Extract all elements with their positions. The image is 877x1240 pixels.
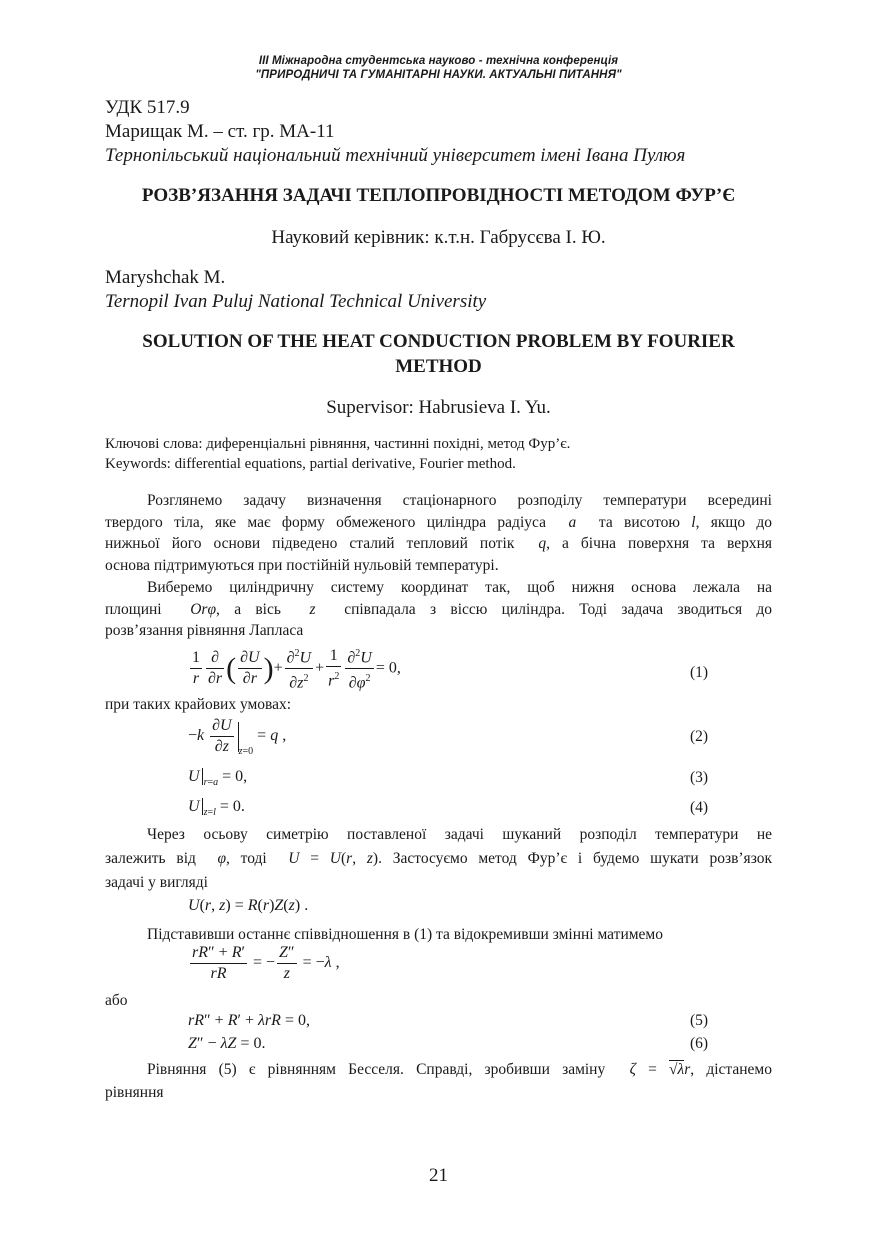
conference-header-line-2: "ПРИРОДНИЧІ ТА ГУМАНІТАРНІ НАУКИ. АКТУАЛЬНІ ПИТАННЯ": [255, 69, 622, 81]
boundary-intro: при таких крайових умовах:: [105, 696, 292, 713]
paragraph-1-line-3: нижньої його основи підведено сталий тепловий потік q, а бічна поверхня та верхня: [105, 535, 773, 552]
page-number: 21: [429, 1165, 448, 1186]
paragraph-3-line-3: задачі у вигляді: [105, 873, 208, 891]
equation-separation-form: U(r, z) = R(r)Z(z) .: [188, 897, 309, 914]
equation-5-bessel: rR″ + R′ + λrR = 0,: [188, 1012, 310, 1029]
equation-1-laplace: $\frac{1}{r}$ $\frac{\partial}{\partial r}$ ( $\frac{\partial U}{\partial r}$ )+ $\frac{\partial^2U}{\partial z^2}$ + $\frac{1}{r^2}$ $\frac{\partial^2U}{\partial\varphi^2}$ = 0,: [188, 644, 401, 694]
equation-number-3: (3): [690, 769, 709, 786]
conference-header-line-1: III Міжнародна студентська науково - технічна конференція: [258, 55, 619, 67]
equation-4-boundary: U $_{z=l}$ = 0.: [188, 798, 245, 819]
paragraph-3: [105, 824, 772, 893]
paragraph-4: Підставивши останнє співвідношення в (1) та відокремивши змінні матимемо: [147, 926, 663, 943]
equation-number-2: (2): [690, 728, 709, 745]
paragraph-1-line-2: твердого тіла, яке має форму обмеженого циліндра радіуса a та висотою l, якщо до: [105, 513, 773, 531]
author-ua: Марищак М. – ст. гр. МА-11: [105, 121, 335, 142]
keywords-ua: Ключові слова: диференціальні рівняння, частинні похідні, метод Фур’є.: [105, 436, 571, 452]
paragraph-2-line-2: площині Orφ, а вісь z співпадала з віссю циліндра. Тоді задача зводиться до: [105, 600, 773, 618]
paragraph-1-line-1: Розглянемо задачу визначення стаціонарного розподілу температури всередині: [147, 492, 772, 509]
equation-3-boundary: U $_{r=a}$ = 0,: [188, 768, 248, 789]
paragraph-3-line-1: Через осьову симетрію поставленої задачі шуканий розподіл температури не: [147, 826, 772, 843]
equation-number-6: (6): [690, 1035, 709, 1052]
affiliation-ua: Тернопільський національний технічний університет імені Івана Пулюя: [105, 145, 686, 166]
title-ua: РОЗВ’ЯЗАННЯ ЗАДАЧІ ТЕПЛОПРОВІДНОСТІ МЕТОДОМ ФУР’Є: [141, 185, 736, 206]
paragraph-5-line-1: Рівняння (5) є рівнянням Бесселя. Справді, зробивши заміну ζ = √λr, дістанемо: [147, 1061, 772, 1078]
paragraph-2-line-3: розв’язання рівняння Лапласа: [105, 622, 304, 639]
equation-2-boundary: −k $\frac{\partial U}{\partial z}$ $_{z=0}$ = q ,: [188, 717, 287, 758]
paragraph-5: [105, 1058, 772, 1104]
equation-6: Z″ − λZ = 0.: [188, 1035, 266, 1052]
udk-code: УДК 517.9: [105, 97, 190, 118]
paragraph-2: [105, 577, 772, 642]
affiliation-en: Ternopil Ivan Puluj National Technical University: [105, 291, 487, 312]
equation-number-1: (1): [690, 664, 709, 681]
paragraph-1-line-4: основа підтримуються при постійній нульовій температурі.: [105, 556, 499, 574]
word-or: або: [105, 992, 128, 1009]
paragraph-2-line-1: Виберемо циліндричну систему координат так, щоб нижня основа лежала на: [147, 579, 772, 596]
supervisor-en: Supervisor: Habrusieva I. Yu.: [326, 397, 551, 418]
equation-number-4: (4): [690, 799, 709, 816]
supervisor-ua: Науковий керівник: к.т.н. Габрусєва І. Ю.: [271, 227, 606, 248]
author-en: Maryshchak M.: [105, 267, 226, 288]
paragraph-1: [105, 490, 772, 576]
equation-separated-variables: $\frac{rR'' + R'}{rR}$ = − $\frac{Z''}{z}$ = −λ ,: [192, 944, 340, 982]
keywords-en: Keywords: differential equations, partial derivative, Fourier method.: [105, 456, 516, 472]
paragraph-3-line-2: залежить від φ, тоді U = U(r, z). Застосуємо метод Фур’є і будемо шукати розв’язок: [105, 849, 773, 867]
title-en: SOLUTION OF THE HEAT CONDUCTION PROBLEM BY FOURIER METHOD: [142, 331, 735, 377]
paragraph-5-line-2: рівняння: [105, 1084, 164, 1101]
equation-number-5: (5): [690, 1012, 709, 1029]
